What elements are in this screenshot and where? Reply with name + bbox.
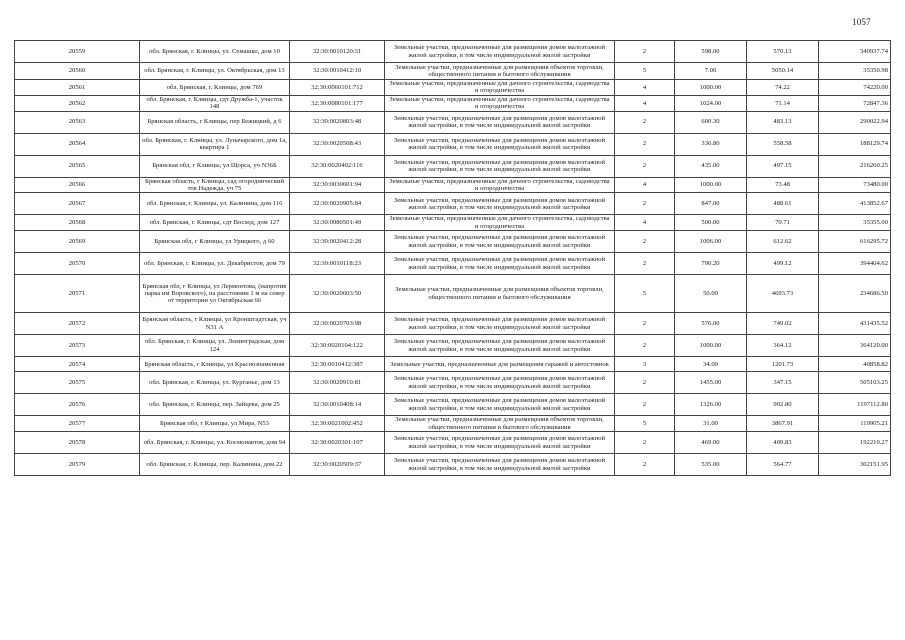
row-land-use: Земельные участки, предназначенные для дачного строительства, садоводства и огородничества [385, 80, 615, 96]
row-use-group: 5 [615, 416, 675, 432]
row-specific-value: 364.12 [747, 335, 819, 357]
row-id: 20574 [15, 357, 140, 372]
row-specific-value: 1201.73 [747, 357, 819, 372]
row-specific-value: 4693.73 [747, 275, 819, 313]
row-id: 20566 [15, 177, 140, 193]
row-area: 7.00 [675, 63, 747, 80]
row-address: обл. Брянская, г. Клинцы, ул. Луначарского, дом 1а, квартира 1 [140, 133, 290, 155]
row-id: 20579 [15, 454, 140, 476]
row-id: 20563 [15, 111, 140, 133]
row-land-use: Земельные участки, предназначенные для размещения домов малоэтажной жилой застройки, в том числе индивидуальной жилой застройки [385, 394, 615, 416]
row-use-group: 4 [615, 215, 675, 231]
row-cadastral-number: 32:30:0010412:10 [290, 63, 385, 80]
row-id: 20573 [15, 335, 140, 357]
row-cadastral-value: 72847.36 [819, 95, 891, 111]
row-address: обл. Брянская, г. Клинцы, дом 769 [140, 80, 290, 96]
row-cadastral-number: 32:30:0010118:23 [290, 253, 385, 275]
row-cadastral-number: 32:30:0020301:107 [290, 432, 385, 454]
row-land-use: Земельные участки, предназначенные для размещения гаражей и автостоянок [385, 357, 615, 372]
row-land-use: Земельные участки, предназначенные для размещения домов малоэтажной жилой застройки, в том числе индивидуальной жилой застройки [385, 335, 615, 357]
row-cadastral-value: 216260.25 [819, 155, 891, 177]
row-id: 20575 [15, 372, 140, 394]
row-address: обл. Брянская, г. Клинцы, пер. Калинина, дом 22 [140, 454, 290, 476]
row-land-use: Земельные участки, предназначенные для размещения объектов торговли, общественного питания и бытового обслуживания [385, 416, 615, 432]
row-land-use: Земельные участки, предназначенные для размещения домов малоэтажной жилой застройки, в том числе индивидуальной жилой застройки [385, 155, 615, 177]
row-id: 20578 [15, 432, 140, 454]
table-row [15, 80, 891, 96]
row-cadastral-value: 40858.82 [819, 357, 891, 372]
row-land-use: Земельные участки, предназначенные для дачного строительства, садоводства и огородничества [385, 215, 615, 231]
row-cadastral-value: 35350.98 [819, 63, 891, 80]
row-use-group: 5 [615, 275, 675, 313]
row-address: Брянская область, г Клинцы, пер Бежицкий, д 6 [140, 111, 290, 133]
table-row [15, 275, 891, 313]
row-address: обл. Брянская, г. Клинцы, ул. Курганье, дом 13 [140, 372, 290, 394]
row-id: 20565 [15, 155, 140, 177]
row-area: 1000.00 [675, 80, 747, 96]
row-cadastral-value: 1197112.80 [819, 394, 891, 416]
row-land-use: Земельные участки, предназначенные для дачного строительства, садоводства и огородничества [385, 95, 615, 111]
row-id: 20570 [15, 253, 140, 275]
row-area: 336.80 [675, 133, 747, 155]
row-use-group: 5 [615, 63, 675, 80]
row-address: Брянская область, г Клинцы, ул Краснознаменная [140, 357, 290, 372]
row-cadastral-value: 119905.21 [819, 416, 891, 432]
row-cadastral-number: 32:30:0021002:452 [290, 416, 385, 432]
row-address: Брянская обл, г Клинцы, ул Урицкого, д 60 [140, 231, 290, 253]
row-address: Брянская обл, г Клинцы, ул Лермонтова, (напротив парка им Воровского), на расстоянии 1 м на север от территории ул Октябрьская 66 [140, 275, 290, 313]
row-cadastral-number: 32:30:0010412:387 [290, 357, 385, 372]
row-cadastral-number: 32:30:0020509:37 [290, 454, 385, 476]
row-area: 1006.00 [675, 231, 747, 253]
table-row [15, 193, 891, 215]
row-land-use: Земельные участки, предназначенные для размещения домов малоэтажной жилой застройки, в том числе индивидуальной жилой застройки [385, 193, 615, 215]
table-row [15, 313, 891, 335]
row-land-use: Земельные участки, предназначенные для размещения домов малоэтажной жилой застройки, в том числе индивидуальной жилой застройки [385, 231, 615, 253]
row-area: 576.00 [675, 313, 747, 335]
table-row [15, 95, 891, 111]
row-area: 1326.00 [675, 394, 747, 416]
row-area: 600.30 [675, 111, 747, 133]
row-cadastral-value: 290022.94 [819, 111, 891, 133]
row-area: 598.00 [675, 41, 747, 63]
row-id: 20567 [15, 193, 140, 215]
row-land-use: Земельные участки, предназначенные для размещения домов малоэтажной жилой застройки, в том числе индивидуальной жилой застройки [385, 41, 615, 63]
row-use-group: 2 [615, 394, 675, 416]
table-row [15, 41, 891, 63]
row-specific-value: 497.15 [747, 155, 819, 177]
row-address: Брянская обл, г Клинцы, ул Мира, N53 [140, 416, 290, 432]
row-cadastral-value: 74220.00 [819, 80, 891, 96]
table-row [15, 177, 891, 193]
row-area: 469.00 [675, 432, 747, 454]
row-specific-value: 902.80 [747, 394, 819, 416]
row-address: Брянская область, г Клинцы, сад огороднический тов Надежда, уч 75 [140, 177, 290, 193]
row-cadastral-number: 32:30:0020603:50 [290, 275, 385, 313]
row-land-use: Земельные участки, предназначенные для размещения домов малоэтажной жилой застройки, в том числе индивидуальной жилой застройки [385, 454, 615, 476]
row-cadastral-value: 192210.27 [819, 432, 891, 454]
row-address: обл. Брянская, г. Клинцы, ул. Калинина, дом 116 [140, 193, 290, 215]
page-number: 1057 [852, 17, 871, 27]
row-address: Брянская обл, г Клинцы, ул Щорса, уч N36Б [140, 155, 290, 177]
row-area: 50.00 [675, 275, 747, 313]
row-cadastral-value: 394404.62 [819, 253, 891, 275]
row-area: 790.20 [675, 253, 747, 275]
row-cadastral-value: 73480.00 [819, 177, 891, 193]
row-specific-value: 564.77 [747, 454, 819, 476]
row-cadastral-value: 188129.74 [819, 133, 891, 155]
row-use-group: 4 [615, 80, 675, 96]
row-land-use: Земельные участки, предназначенные для размещения домов малоэтажной жилой застройки, в том числе индивидуальной жилой застройки [385, 313, 615, 335]
table-row [15, 372, 891, 394]
row-land-use: Земельные участки, предназначенные для размещения домов малоэтажной жилой застройки, в том числе индивидуальной жилой застройки [385, 133, 615, 155]
row-cadastral-value: 431435.52 [819, 313, 891, 335]
row-id: 20564 [15, 133, 140, 155]
row-area: 1000.00 [675, 177, 747, 193]
row-id: 20559 [15, 41, 140, 63]
row-specific-value: 71.14 [747, 95, 819, 111]
row-id: 20571 [15, 275, 140, 313]
table-row [15, 454, 891, 476]
table-row [15, 111, 891, 133]
row-area: 34.00 [675, 357, 747, 372]
table-row [15, 215, 891, 231]
row-specific-value: 347.15 [747, 372, 819, 394]
row-id: 20561 [15, 80, 140, 96]
row-use-group: 4 [615, 177, 675, 193]
row-use-group: 2 [615, 313, 675, 335]
row-specific-value: 749.02 [747, 313, 819, 335]
row-cadastral-value: 413852.67 [819, 193, 891, 215]
row-use-group: 2 [615, 231, 675, 253]
row-id: 20569 [15, 231, 140, 253]
row-address: обл. Брянская, г. Клинцы, ул. Октябрьская, дом 13 [140, 63, 290, 80]
row-specific-value: 70.71 [747, 215, 819, 231]
row-cadastral-value: 616295.72 [819, 231, 891, 253]
row-land-use: Земельные участки, предназначенные для дачного строительства, садоводства и огородничества [385, 177, 615, 193]
row-specific-value: 570.13 [747, 41, 819, 63]
table-row [15, 155, 891, 177]
table-body [15, 41, 891, 476]
row-specific-value: 409.83 [747, 432, 819, 454]
row-id: 20577 [15, 416, 140, 432]
row-area: 1000.00 [675, 335, 747, 357]
row-land-use: Земельные участки, предназначенные для размещения объектов торговли, общественного питания и бытового обслуживания [385, 275, 615, 313]
row-specific-value: 3867.91 [747, 416, 819, 432]
row-use-group: 3 [615, 357, 675, 372]
row-address: обл. Брянская, г. Клинцы, сдт Дружба-1, участок 148 [140, 95, 290, 111]
table-row [15, 63, 891, 80]
row-area: 31.00 [675, 416, 747, 432]
row-address: обл. Брянская, г. Клинцы, ул. Космонавтов, дом 94 [140, 432, 290, 454]
row-cadastral-value: 35355.00 [819, 215, 891, 231]
row-cadastral-number: 32:30:0010120:31 [290, 41, 385, 63]
row-use-group: 2 [615, 454, 675, 476]
table-row [15, 432, 891, 454]
row-specific-value: 558.58 [747, 133, 819, 155]
row-use-group: 2 [615, 372, 675, 394]
row-address: обл. Брянская, г. Клинцы, пер. Зайцева, дом 25 [140, 394, 290, 416]
row-cadastral-number: 32:30:0020703:98 [290, 313, 385, 335]
row-specific-value: 73.48 [747, 177, 819, 193]
row-cadastral-number: 32:30:0030601:94 [290, 177, 385, 193]
row-area: 500.00 [675, 215, 747, 231]
row-land-use: Земельные участки, предназначенные для размещения домов малоэтажной жилой застройки, в том числе индивидуальной жилой застройки [385, 111, 615, 133]
row-specific-value: 488.61 [747, 193, 819, 215]
row-land-use: Земельные участки, предназначенные для размещения домов малоэтажной жилой застройки, в том числе индивидуальной жилой застройки [385, 253, 615, 275]
row-address: обл. Брянская, г. Клинцы, ул. Декабристов, дом 79 [140, 253, 290, 275]
table-row [15, 416, 891, 432]
row-use-group: 2 [615, 193, 675, 215]
row-area: 1024.00 [675, 95, 747, 111]
row-address: Брянская область, г Клинцы, ул Кронштадтская, уч N31 А [140, 313, 290, 335]
row-id: 20560 [15, 63, 140, 80]
row-area: 1455.00 [675, 372, 747, 394]
row-cadastral-number: 32:30:0020905:84 [290, 193, 385, 215]
row-address: обл. Брянская, г. Клинцы, сдт Восход, дом 127 [140, 215, 290, 231]
row-cadastral-value: 505103.25 [819, 372, 891, 394]
row-id: 20568 [15, 215, 140, 231]
row-cadastral-value: 302151.95 [819, 454, 891, 476]
row-cadastral-number: 32:30:0080501:49 [290, 215, 385, 231]
row-use-group: 2 [615, 335, 675, 357]
row-land-use: Земельные участки, предназначенные для размещения домов малоэтажной жилой застройки, в том числе индивидуальной жилой застройки [385, 432, 615, 454]
row-id: 20562 [15, 95, 140, 111]
row-cadastral-number: 32:30:0020104:122 [290, 335, 385, 357]
row-cadastral-value: 234686.50 [819, 275, 891, 313]
row-cadastral-number: 32:30:0010408:14 [290, 394, 385, 416]
row-use-group: 4 [615, 95, 675, 111]
row-cadastral-value: 364120.00 [819, 335, 891, 357]
row-specific-value: 612.62 [747, 231, 819, 253]
row-area: 847.00 [675, 193, 747, 215]
row-use-group: 2 [615, 432, 675, 454]
row-cadastral-number: 32:30:0020402:116 [290, 155, 385, 177]
row-area: 435.00 [675, 155, 747, 177]
row-cadastral-number: 32:30:0060101:712 [290, 80, 385, 96]
row-cadastral-number: 32:30:0080101:177 [290, 95, 385, 111]
row-use-group: 2 [615, 133, 675, 155]
row-id: 20572 [15, 313, 140, 335]
row-use-group: 2 [615, 155, 675, 177]
table-row [15, 231, 891, 253]
row-cadastral-number: 32:30:0020803:48 [290, 111, 385, 133]
row-address: обл. Брянская, г. Клинцы, ул. Семашко, дом 10 [140, 41, 290, 63]
table-row [15, 357, 891, 372]
row-land-use: Земельные участки, предназначенные для размещения объектов торговли, общественного питания и бытового обслуживания [385, 63, 615, 80]
row-use-group: 2 [615, 41, 675, 63]
row-use-group: 2 [615, 111, 675, 133]
row-cadastral-number: 32:30:0020508:43 [290, 133, 385, 155]
table-row [15, 133, 891, 155]
row-specific-value: 499.12 [747, 253, 819, 275]
row-cadastral-number: 32:30:0020910:81 [290, 372, 385, 394]
row-area: 535.00 [675, 454, 747, 476]
cadastral-value-table [14, 40, 891, 476]
table-row [15, 394, 891, 416]
row-specific-value: 5050.14 [747, 63, 819, 80]
row-specific-value: 483.13 [747, 111, 819, 133]
row-address: обл. Брянская, г. Клинцы, ул. Ленинградская, дом 124 [140, 335, 290, 357]
table-row [15, 253, 891, 275]
row-use-group: 2 [615, 253, 675, 275]
row-id: 20576 [15, 394, 140, 416]
row-specific-value: 74.22 [747, 80, 819, 96]
table-row [15, 335, 891, 357]
row-cadastral-number: 32:30:0020412:28 [290, 231, 385, 253]
row-cadastral-value: 340937.74 [819, 41, 891, 63]
row-land-use: Земельные участки, предназначенные для размещения домов малоэтажной жилой застройки, в том числе индивидуальной жилой застройки [385, 372, 615, 394]
